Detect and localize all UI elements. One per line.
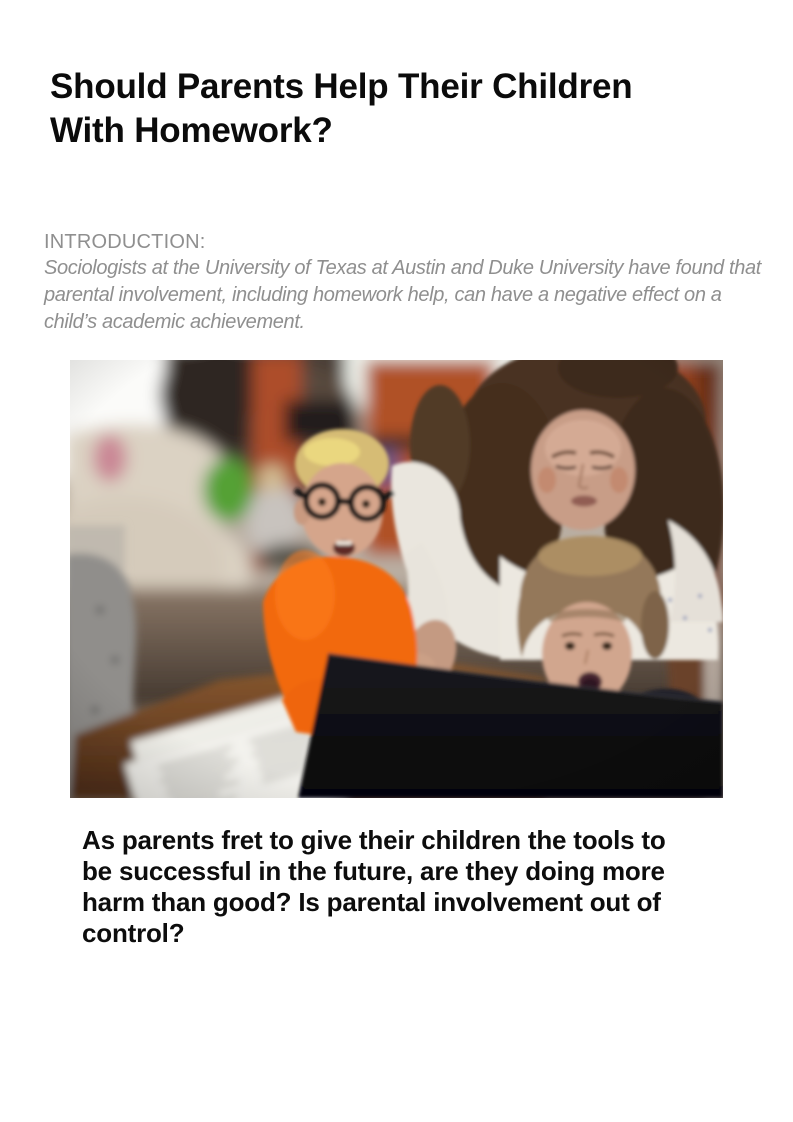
page-title-line-2: With Homework? [50,111,333,150]
introduction-section [44,229,764,336]
page-title [50,65,750,153]
question-line-1: As parents fret to give their children the tools to [82,825,666,855]
intro-heading: INTRODUCTION: [44,231,206,253]
intro-body-line-3: child’s academic achievement. [44,311,305,333]
intro-body-line-1: Sociologists at the University of Texas at Austin and Duke University have found that [44,257,761,279]
question-line-3: harm than good? Is parental involvement out of [82,887,661,917]
intro-body-line-2: parental involvement, including homework help, can have a negative effect on a [44,284,722,306]
page-title-line-1: Should Parents Help Their Children [50,67,633,106]
question-line-2: be successful in the future, are they doing more [82,856,665,886]
article-photo [70,360,723,798]
question-paragraph [82,825,762,949]
photo-illustration [70,360,723,798]
question-line-4: control? [82,918,185,948]
intro-body [44,255,764,336]
